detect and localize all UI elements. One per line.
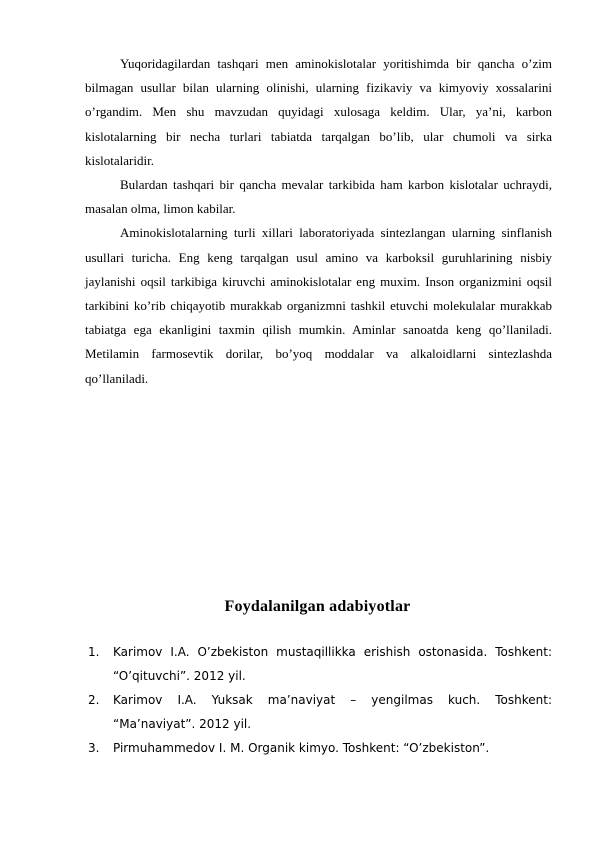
reference-number: 2.	[88, 693, 100, 707]
reference-item	[85, 640, 552, 688]
references-list	[85, 640, 552, 760]
reference-number: 3.	[88, 741, 100, 755]
reference-text: Karimov I.A. O’zbekiston mustaqillikka erishish ostonasida. Toshkent: “O’qituvchi”. 2012 yil.	[113, 645, 552, 683]
reference-item	[85, 736, 552, 760]
reference-text: Pirmuhammedov I. M. Organik kimyo. Toshkent: “O’zbekiston”.	[113, 741, 490, 755]
paragraph-aminoacids: Aminokislotalarning turli xillari laboratoriyada sintezlangan ularning sinflanish usullari turicha. Eng keng tarqalgan usul amino va karboksil guruhlarining nisbiy jaylanishi oqsil tarkibiga kiruvchi aminokislotalar eng muxim. Inson organizmini oqsil tarkibini ko’rib chiqayotib murakkab organizmni tashkil etuvchi molekulalar murakkab tabiatga ega ekanligini taxmin qilish mumkin. Aminlar sanoatda keng qo’llaniladi. Metilamin farmosevtik dorilar, bo’yoq moddalar va alkaloidlarni sintezlashda qo’llaniladi.	[85, 225, 552, 386]
body-text	[85, 52, 552, 391]
reference-text: Karimov I.A. Yuksak ma’naviyat – yengilmas kuch. Toshkent: “Ma’naviyat”. 2012 yil.	[113, 693, 552, 731]
reference-item	[85, 688, 552, 736]
references-title: Foydalanilgan adabiyotlar	[224, 598, 411, 615]
reference-number: 1.	[88, 645, 100, 659]
paragraph-conclusion: Yuqoridagilardan tashqari men aminokislotalar yoritishimda bir qancha o’zim bilmagan usullar bilan ularning olinishi, ularning fizikaviy va kimyoviy xossalarini o’rgandim. Men shu mavzudan quyidagi xulosaga keldim. Ular, ya’ni, karbon kislotalarning bir necha turlari tabiatda tarqalgan bo’lib, ular chumoli va sirka kislotalaridir.	[85, 56, 552, 168]
paragraph-fruit-acids: Bulardan tashqari bir qancha mevalar tarkibida ham karbon kislotalar uchraydi, masalan olma, limon kabilar.	[85, 177, 552, 217]
